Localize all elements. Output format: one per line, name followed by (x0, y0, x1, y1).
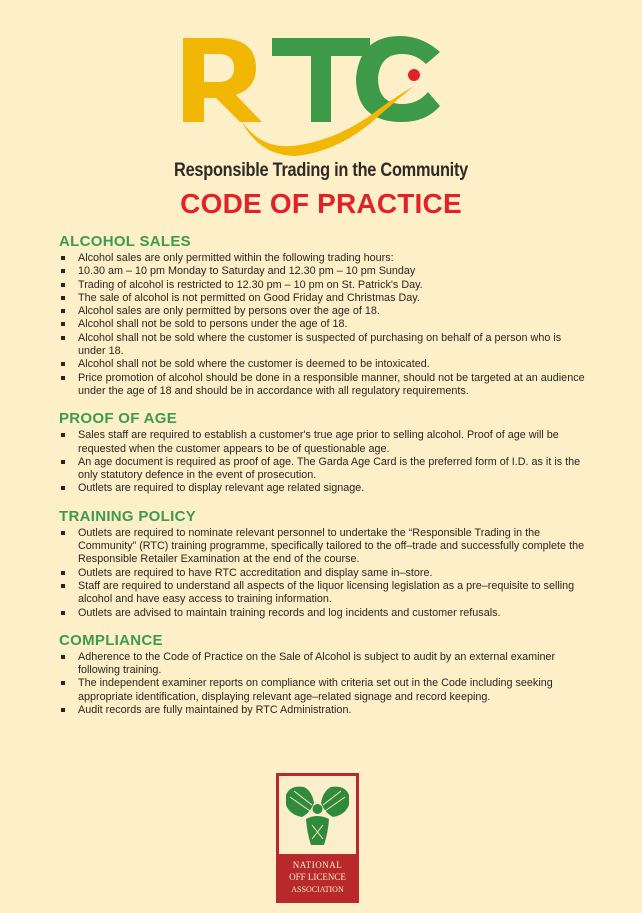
page-title: CODE OF PRACTICE (180, 188, 462, 219)
list-item: 10.30 am – 10 pm Monday to Saturday and 12.30 pm – 10 pm Sunday (59, 265, 589, 278)
list-item: Outlets are required to have RTC accreditation and display same in–store. (59, 567, 589, 580)
section-list (59, 527, 589, 620)
section-heading: ALCOHOL SALES (59, 233, 191, 250)
list-item: An age document is required as proof of age. The Garda Age Card is the preferred form of I.D. as it is the only statutory defence in the event of prosecution. (59, 456, 589, 483)
section-heading: PROOF OF AGE (59, 410, 178, 428)
list-item: Alcohol shall not be sold where the customer is suspected of purchasing on behalf of a person who is under 18. (59, 332, 589, 359)
noa-line3: ASSOCIATION (291, 885, 344, 894)
list-item: Staff are required to understand all aspects of the liquor licensing legislation as a pre–requisite to selling alcohol and have easy access to training information. (59, 580, 589, 607)
section-proof-of-age (59, 410, 589, 495)
noa-logo (276, 773, 359, 903)
list-item: Audit records are fully maintained by RTC Administration. (59, 704, 589, 717)
list-item: Alcohol sales are only permitted by persons over the age of 18. (59, 305, 589, 318)
noa-line2: OFF LICENCE (289, 872, 346, 882)
section-list (59, 252, 589, 398)
list-item: Outlets are advised to maintain training records and log incidents and customer refusals. (59, 607, 589, 620)
section-alcohol-sales (59, 233, 589, 398)
list-item: Alcohol shall not be sold where the customer is deemed to be intoxicated. (59, 358, 589, 371)
list-item: The independent examiner reports on compliance with criteria set out in the Code including seeking appropriate identification, displaying relevant age–related signage and record keeping. (59, 677, 589, 704)
list-item: Price promotion of alcohol should be done in a responsible manner, should not be targeted at an audience under the age of 18 and should be in accordance with all regulatory requirements. (59, 372, 589, 399)
section-list (59, 651, 589, 717)
section-heading: COMPLIANCE (59, 631, 163, 649)
list-item: The sale of alcohol is not permitted on Good Friday and Christmas Day. (59, 292, 589, 305)
section-heading: TRAINING POLICY (59, 507, 197, 525)
rtc-letter-r (183, 38, 262, 122)
list-item: Trading of alcohol is restricted to 12.30 pm – 10 pm on St. Patrick's Day. (59, 279, 589, 292)
section-training-policy (59, 508, 589, 620)
tagline: Responsible Trading in the Community (174, 160, 468, 181)
list-item: Outlets are required to nominate relevant personnel to undertake the “Responsible Trading in the Community” (RTC) training programme, specifically tailored to the off–trade and successfully complete the Responsible Retailer Examination at the end of the course. (59, 527, 589, 567)
noa-logo-graphic (276, 773, 359, 903)
list-item: Adherence to the Code of Practice on the Sale of Alcohol is subject to audit by an external examiner following training. (59, 651, 589, 678)
rtc-red-dot (408, 69, 420, 81)
section-compliance (59, 632, 589, 717)
list-item: Alcohol sales are only permitted within the following trading hours: (59, 252, 589, 265)
code-content (59, 233, 589, 729)
section-list (59, 429, 589, 495)
rtc-letter-t (272, 38, 370, 122)
list-item: Alcohol shall not be sold to persons under the age of 18. (59, 318, 589, 331)
list-item: Sales staff are required to establish a customer's true age prior to selling alcohol. Proof of age will be requested when the customer appears to be of questionable age. (59, 429, 589, 456)
noa-line1: NATIONAL (292, 860, 343, 870)
list-item: Outlets are required to display relevant age related signage. (59, 482, 589, 495)
rtc-letter-c (356, 36, 440, 122)
